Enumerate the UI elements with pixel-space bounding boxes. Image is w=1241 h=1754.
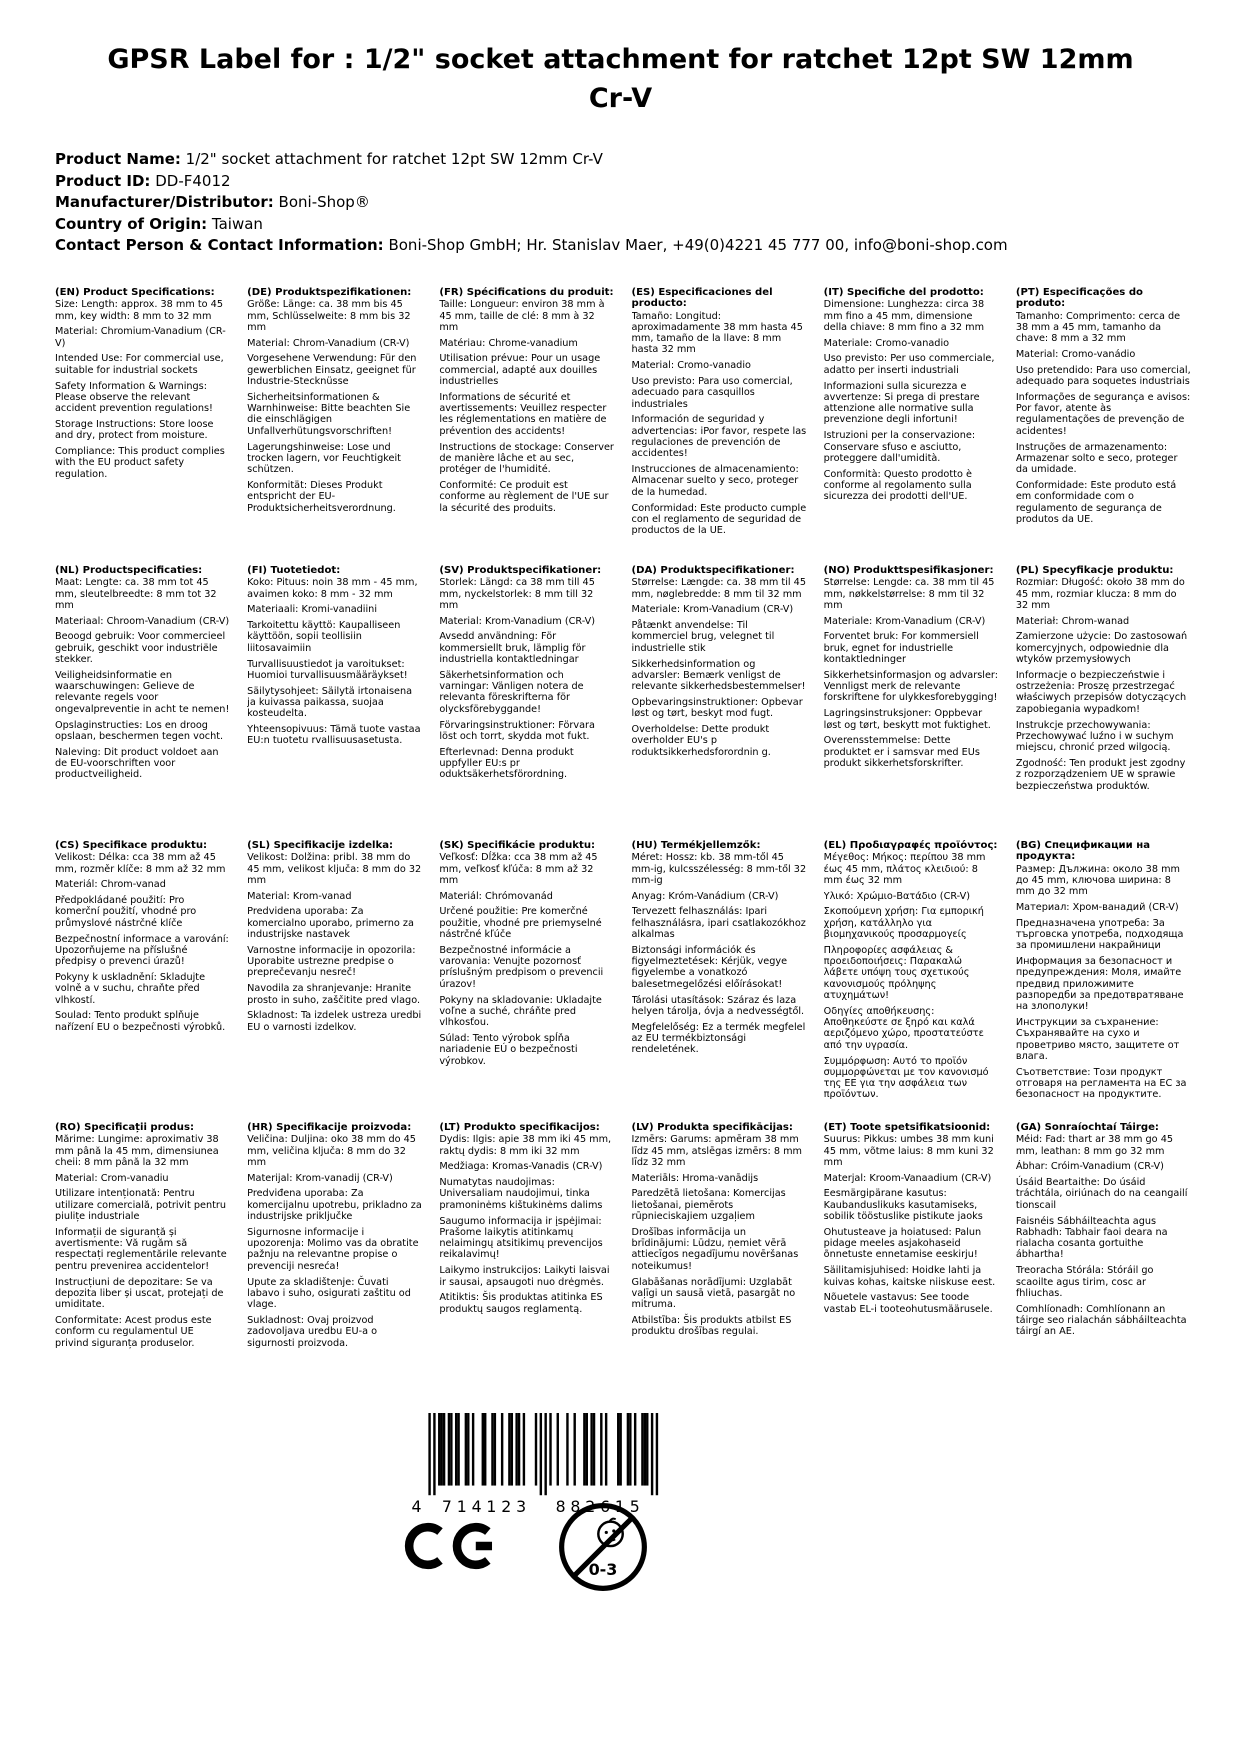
- spec-paragraph: Bezpečnostné informácie a varovania: Venujte pozornosť príslušným predpisom o prevencii úrazov!: [439, 944, 604, 990]
- spec-paragraph: Conformité: Ce produit est conforme au règlement de l'UE sur la sécurité des produits.: [439, 479, 609, 514]
- spec-paragraph: Atbilstība: Šis produkts atbilst ES produktu drošības regulai.: [631, 1314, 792, 1338]
- spec-paragraph: Atitiktis: Šis produktas atitinka ES produktų saugos reglamentą.: [439, 1292, 603, 1315]
- spec-paragraph: Eesmärgipärane kasutus: Kaubanduslikuks kasutamiseks, sobilik tööstuslike pistikute jaoks: [823, 1188, 983, 1223]
- spec-block-header: (RO) Specificații produs:: [55, 1122, 195, 1133]
- spec-paragraph: Uso pretendido: Para uso comercial, adequado para soquetes industriais: [1015, 364, 1191, 388]
- spec-block-header: (DE) Produktspezifikationen:: [247, 287, 412, 298]
- age-warning-text: 0-3: [588, 1560, 618, 1580]
- spec-paragraph: Méid: Fad: thart ar 38 mm go 45 mm, leathan: 8 mm go 32 mm: [1015, 1134, 1174, 1157]
- spec-paragraph: Informações de segurança e avisos: Por favor, atente às regulamentações de prevenção de acidentes!: [1015, 391, 1191, 437]
- spec-paragraph: Vorgesehene Verwendung: Für den gewerblichen Einsatz, geeignet für Industrie-Stecknüsse: [247, 353, 417, 388]
- spec-paragraph: Utilisation prévue: Pour un usage commercial, adapté aux douilles industrielles: [439, 353, 601, 388]
- spec-paragraph: Storlek: Längd: ca 38 mm till 45 mm, nyckelstorlek: 8 mm till 32 mm: [439, 577, 595, 611]
- spec-paragraph: Säilitamisjuhised: Hoidke lahti ja kuivas kohas, kaitske niiskuse eest.: [823, 1265, 996, 1288]
- product-info-row: [55, 192, 1186, 214]
- spec-paragraph: Intended Use: For commercial use, suitable for industrial sockets: [55, 353, 224, 376]
- spec-paragraph: Οδηγίες αποθήκευσης: Αποθηκεύστε σε ξηρό και καλά αεριζόμενο χώρο, προστατεύστε από την υγρασία.: [823, 1005, 984, 1051]
- spec-paragraph: Tervezett felhasználás: Ipari felhasználásra, ipari csatlakozókhoz alkalmas: [631, 906, 806, 941]
- spec-block-hr: [247, 1122, 422, 1392]
- spec-paragraph: Materiāls: Hroma-vanādijs: [631, 1172, 759, 1184]
- spec-block-de: [247, 287, 422, 565]
- product-info-label: Product Name:: [55, 150, 181, 168]
- barcode-digits-group2: 882615: [555, 1497, 645, 1517]
- spec-paragraph: Varnostne informacije in opozorila: Uporabite ustrezne predpise o preprečevanju nesreč!: [247, 944, 416, 979]
- spec-paragraph: Lagerungshinweise: Lose und trocken lagern, vor Feuchtigkeit schützen.: [247, 441, 401, 476]
- spec-paragraph: Safety Information & Warnings: Please observe the relevant accident prevention regulations!: [55, 380, 213, 415]
- product-info-row: [55, 149, 1186, 171]
- spec-block-et: [824, 1122, 999, 1392]
- spec-block-sl: [247, 840, 422, 1122]
- spec-paragraph: Zgodność: Ten produkt jest zgodny z rozporządzeniem UE w sprawie bezpieczeństwa produktów.: [1015, 757, 1186, 792]
- spec-paragraph: Инструкции за съхранение: Съхранявайте на сухо и проветриво място, защитете от влага.: [1015, 1017, 1180, 1063]
- spec-paragraph: Anyag: Króm-Vanádium (CR-V): [631, 890, 779, 902]
- spec-paragraph: Материал: Хром-ванадий (CR-V): [1015, 901, 1179, 913]
- spec-paragraph: Materiale: Krom-Vanadium (CR-V): [631, 604, 794, 616]
- spec-paragraph: Ábhar: Cróim-Vanadium (CR-V): [1015, 1161, 1164, 1173]
- spec-paragraph: Materjal: Kroom-Vanaadium (CR-V): [823, 1172, 992, 1184]
- spec-paragraph: Faisnéis Sábháilteachta agus Rabhadh: Tabhair faoi deara na rialacha cosanta gortuithe ábhartha!: [1015, 1215, 1168, 1261]
- spec-paragraph: Μέγεθος: Μήκος: περίπου 38 mm έως 45 mm, πλάτος κλειδιού: 8 mm έως 32 mm: [823, 852, 986, 886]
- spec-paragraph: Soulad: Tento produkt splňuje nařízení EU o bezpečnosti výrobků.: [55, 1010, 226, 1033]
- spec-paragraph: Información de seguridad y advertencias: iPor favor, respete las regulaciones de prevención de accidentes!: [631, 414, 807, 460]
- spec-block-fr: [439, 287, 614, 565]
- spec-paragraph: Naleving: Dit product voldoet aan de EU-voorschriften voor productveiligheid.: [55, 746, 219, 781]
- spec-block-header: (BG) Спецификации на продукта:: [1015, 840, 1151, 863]
- product-info: [55, 149, 1186, 257]
- spec-paragraph: Beoogd gebruik: Voor commercieel gebruik, geschikt voor industriële stekker.: [55, 631, 226, 666]
- spec-paragraph: Konformität: Dieses Produkt entspricht der EU-Produktsicherheitsverordnung.: [247, 479, 396, 514]
- spec-block-es: [632, 287, 807, 565]
- spec-block-header: (HU) Termékjellemzők:: [631, 840, 761, 851]
- spec-block-header: (ET) Toote spetsifikatsioonid:: [823, 1122, 991, 1133]
- spec-paragraph: Comhlíonadh: Comhlíonann an táirge seo rialachán sábháilteachta táirgí an AE.: [1015, 1303, 1187, 1338]
- spec-paragraph: Dydis: Ilgis: apie 38 mm iki 45 mm, raktų dydis: 8 mm iki 32 mm: [439, 1134, 612, 1157]
- spec-paragraph: Avsedd användning: För kommersiellt bruk, lämplig för industriella kontaktledningar: [439, 631, 586, 666]
- spec-paragraph: Drošības informācija un brīdinājumi: Lūdzu, ņemiet vērā attiecīgos negadījumu novēršanas noteikumus!: [631, 1226, 799, 1272]
- page-title: [0, 40, 1241, 118]
- product-info-row: [55, 235, 1186, 257]
- spec-paragraph: Biztonsági információk és figyelmeztetések: Kérjük, vegye figyelembe a vonatkozó balesetmegelőzési előírásokat!: [631, 944, 788, 990]
- age-warning: [556, 1500, 650, 1598]
- spec-paragraph: Taille: Longueur: environ 38 mm à 45 mm, taille de clé: 8 mm à 32 mm: [439, 299, 605, 333]
- spec-paragraph: Navodila za shranjevanje: Hranite prosto in suho, zaščitite pred vlago.: [247, 983, 421, 1006]
- spec-paragraph: Velikost: Dolžina: pribl. 38 mm do 45 mm, velikost ključa: 8 mm do 32 mm: [247, 852, 422, 886]
- spec-paragraph: Koko: Pituus: noin 38 mm - 45 mm, avaimen koko: 8 mm - 32 mm: [247, 577, 418, 600]
- spec-paragraph: Mărime: Lungime: aproximativ 38 mm până la 45 mm, dimensiunea cheii: 8 mm până la 32 mm: [55, 1134, 219, 1168]
- spec-block-header: (DA) Produktspecifikationer:: [631, 565, 795, 576]
- spec-paragraph: Opslaginstructies: Los en droog opslaan, beschermen tegen vocht.: [55, 719, 224, 742]
- spec-paragraph: Materiale: Cromo-vanadio: [823, 337, 950, 349]
- product-info-value: Taiwan: [211, 214, 263, 233]
- spec-paragraph: Uso previsto: Per uso commerciale, adatto per inserti industriali: [823, 353, 995, 376]
- spec-paragraph: Maat: Lengte: ca. 38 mm tot 45 mm, sleutelbreedte: 8 mm tot 32 mm: [55, 577, 217, 611]
- spec-paragraph: Predviđena uporaba: Za komercijalnu upotrebu, prikladno za industrijske priključke: [247, 1188, 422, 1223]
- spec-paragraph: Laikymo instrukcijos: Laikyti laisvai ir sausai, apsaugoti nuo drėgmės.: [439, 1265, 610, 1288]
- spec-paragraph: Forventet bruk: For kommersiell bruk, egnet for industrielle kontaktledninger: [823, 631, 979, 666]
- spec-paragraph: Efterlevnad: Denna produkt uppfyller EU:s pr oduktsäkerhetsförordning.: [439, 746, 574, 781]
- spec-paragraph: Sigurnosne informacije i upozorenja: Molimo vas da obratite pažnju na relevantne propise o prevenciji nesreća!: [247, 1226, 419, 1272]
- spec-block-header: (CS) Specifikace produktu:: [55, 840, 208, 851]
- spec-paragraph: Material: Cromo-vanadio: [631, 360, 751, 372]
- spec-paragraph: Predvidena uporaba: Za komercialno uporabo, primerno za industrijske nastavek: [247, 906, 414, 941]
- spec-paragraph: Bezpečnostní informace a varování: Upozorňujeme na příslušné předpisy o prevenci úrazů!: [55, 933, 229, 968]
- spec-block-no: [824, 565, 999, 840]
- spec-paragraph: Uso previsto: Para uso comercial, adecuado para casquillos industriales: [631, 376, 793, 410]
- product-info-label: Country of Origin:: [55, 214, 208, 233]
- spec-paragraph: Conformitate: Acest produs este conform cu regulamentul UE privind siguranța produselor.: [55, 1314, 212, 1349]
- spec-paragraph: Material: Krom-Vanadium (CR-V): [439, 615, 596, 627]
- spec-paragraph: Instrucciones de almacenamiento: Almacenar suelto y seco, proteger de la humedad.: [631, 464, 799, 498]
- spec-paragraph: Größe: Länge: ca. 38 mm bis 45 mm, Schlüsselweite: 8 mm bis 32 mm: [247, 299, 411, 333]
- age-warning-icon: [556, 1500, 650, 1594]
- spec-paragraph: Material: Cromo-vanádio: [1015, 348, 1136, 360]
- spec-paragraph: Tamanho: Comprimento: cerca de 38 mm a 45 mm, tamanho da chave: 8 mm a 32 mm: [1015, 310, 1181, 345]
- spec-paragraph: Materiaal: Chroom-Vanadium (CR-V): [55, 615, 230, 627]
- product-info-value: DD-F4012: [155, 171, 231, 190]
- product-info-label: Product ID:: [55, 171, 151, 190]
- spec-paragraph: Materiál: Chrom-vanad: [55, 879, 166, 891]
- spec-paragraph: Compliance: This product complies with the EU product safety regulation.: [55, 446, 225, 480]
- spec-paragraph: Méret: Hossz: kb. 38 mm-től 45 mm-ig, kulcsszélesség: 8 mm-től 32 mm-ig: [631, 852, 807, 886]
- spec-paragraph: Material: Krom-vanad: [247, 890, 352, 902]
- spec-paragraph: Instructions de stockage: Conserver de manière lâche et au sec, protéger de l'humidité.: [439, 441, 614, 476]
- spec-block-header: (FI) Tuotetiedot:: [247, 565, 341, 576]
- spec-paragraph: Treoracha Stórála: Stóráil go scaoilte agus tirim, cosc ar fhliuchas.: [1015, 1265, 1154, 1299]
- spec-block-header: (PL) Specyfikacje produktu:: [1015, 565, 1174, 576]
- spec-block-lv: [632, 1122, 807, 1392]
- spec-paragraph: Informacje o bezpieczeństwie i ostrzeżenia: Proszę przestrzegać właściwych przepisów dotyczących zapobiegania wypadkom!: [1015, 669, 1187, 715]
- spec-paragraph: Conformidade: Este produto está em conformidade com o regulamento de segurança de produtos da UE.: [1015, 479, 1177, 525]
- spec-paragraph: Saugumo informacija ir įspėjimai: Prašome laikytis atitinkamų nelaimingų atsitikimų prevencijos reikalavimų!: [439, 1215, 603, 1261]
- spec-block-header: (NL) Productspecificaties:: [55, 565, 203, 576]
- spec-paragraph: Suurus: Pikkus: umbes 38 mm kuni 45 mm, võtme laius: 8 mm kuni 32 mm: [823, 1134, 994, 1168]
- spec-paragraph: Matériau: Chrome-vanadium: [439, 337, 578, 349]
- spec-block-header: (FR) Spécifications du produit:: [439, 287, 614, 298]
- product-info-row: [55, 171, 1186, 193]
- spec-paragraph: Úsáid Beartaithe: Do úsáid tráchtála, oiriúnach do na ceangailí tionscail: [1015, 1177, 1188, 1211]
- spec-paragraph: Upute za skladištenje: Čuvati labavo i suho, osigurati zaštitu od vlage.: [247, 1276, 411, 1311]
- spec-block-header: (LT) Produkto specifikacijos:: [439, 1122, 600, 1133]
- spec-paragraph: Størrelse: Lengde: ca. 38 mm til 45 mm, nøkkelstørrelse: 8 mm til 32 mm: [823, 577, 995, 611]
- product-info-label: Manufacturer/Distributor:: [55, 193, 274, 211]
- spec-paragraph: Medžiaga: Kromas-Vanadis (CR-V): [439, 1161, 603, 1173]
- spec-paragraph: Instrucțiuni de depozitare: Se va depozita liber și uscat, protejați de umiditate.: [55, 1276, 224, 1311]
- ce-mark-icon: [404, 1516, 498, 1576]
- spec-paragraph: Tamaño: Longitud: aproximadamente 38 mm hasta 45 mm, tamaño de la llave: 8 mm hasta 32 mm: [631, 310, 803, 356]
- spec-paragraph: Material: Chrom-Vanadium (CR-V): [247, 337, 410, 349]
- spec-paragraph: Size: Length: approx. 38 mm to 45 mm, key width: 8 mm to 32 mm: [55, 299, 224, 322]
- spec-block-bg: [1016, 840, 1191, 1122]
- spec-paragraph: Säkerhetsinformation och varningar: Vänligen notera de relevanta föreskrifterna för olycksförebyggande!: [439, 669, 584, 715]
- spec-paragraph: Storage Instructions: Store loose and dry, protect from moisture.: [55, 418, 214, 442]
- spec-paragraph: Paredzētā lietošana: Komercijas lietošanai, piemērots rūpnieciskajiem uzgaļiem: [631, 1188, 786, 1223]
- spec-paragraph: Pokyny k uskladnění: Skladujte volně a v suchu, chraňte před vlhkostí.: [55, 971, 206, 1006]
- spec-paragraph: Materiale: Krom-Vanadium (CR-V): [823, 615, 986, 627]
- spec-paragraph: Sikkerhetsinformasjon og advarsler: Vennligst merk de relevante forskriftene for ulykkesforebygging!: [823, 669, 998, 704]
- spec-paragraph: Velikost: Délka: cca 38 mm až 45 mm, rozměr klíče: 8 mm až 32 mm: [55, 852, 226, 875]
- spec-paragraph: Materijal: Krom-vanadij (CR-V): [247, 1172, 393, 1184]
- spec-paragraph: Tárolási utasítások: Száraz és laza helyen tárolja, óvja a nedvességtől.: [631, 994, 805, 1017]
- product-info-row: [55, 214, 1186, 236]
- spec-paragraph: Materiał: Chrom-wanad: [1015, 615, 1130, 627]
- barcode-digits-group1: 714123: [441, 1497, 531, 1517]
- spec-paragraph: Tarkoitettu käyttö: Kaupalliseen käyttöön, sopii teollisiin liitosavaimiin: [247, 620, 401, 654]
- spec-block-fi: [247, 565, 422, 840]
- spec-block-it: [824, 287, 999, 565]
- spec-paragraph: Glabāšanas norādījumi: Uzglabāt vaļīgi un sausā vietā, pasargāt no mitruma.: [631, 1276, 796, 1311]
- spec-block-sk: [439, 840, 614, 1122]
- page-title-line1: GPSR Label for : 1/2" socket attachment for ratchet 12pt SW 12mm: [107, 44, 1134, 75]
- product-info-value: Boni-Shop GmbH; Hr. Stanislav Maer, +49(0)4221 45 777 00, info@boni-shop.com: [388, 236, 1008, 254]
- spec-paragraph: Utilizare intenționată: Pentru utilizare comercială, potrivit pentru piulițe industriale: [55, 1188, 227, 1223]
- spec-block-cs: [55, 840, 230, 1122]
- spec-paragraph: Veličina: Duljina: oko 38 mm do 45 mm, veličina ključa: 8 mm do 32 mm: [247, 1134, 416, 1168]
- spec-block-header: (SL) Specifikacije izdelka:: [247, 840, 394, 851]
- spec-paragraph: Overholdelse: Dette produkt overholder EU's p roduktsikkerhedsforordnin g.: [631, 724, 771, 758]
- spec-block-header: (GA) Sonraíochtaí Táirge:: [1015, 1122, 1159, 1133]
- spec-paragraph: Информация за безопасност и предупреждения: Моля, имайте предвид приложимите разпоредби за предотвратяване на злополуки!: [1015, 956, 1184, 1013]
- spec-paragraph: Sicherheitsinformationen & Warnhinweise: Bitte beachten Sie die einschlägigen Unfallverhütungsvorschriften!: [247, 391, 411, 437]
- page-title-line2: Cr-V: [588, 83, 653, 115]
- spec-paragraph: Megfelelőség: Ez a termék megfelel az EU termékbiztonsági rendeletének.: [631, 1021, 806, 1056]
- product-info-label: Contact Person & Contact Information:: [55, 236, 384, 254]
- spec-paragraph: Υλικό: Χρώμιο-Βατάδιο (CR-V): [823, 890, 971, 902]
- spec-block-header: (SV) Produktspecifikationer:: [439, 565, 602, 576]
- spec-paragraph: Materiál: Chrómovanád: [439, 890, 553, 902]
- spec-paragraph: Σκοπούμενη χρήση: Για εμπορική χρήση, κατάλληλο για βιομηχανικούς προσαρμογείς: [823, 906, 984, 941]
- product-info-value: Boni-Shop®: [278, 193, 370, 211]
- spec-block-header: (EL) Προδιαγραφές προϊόντος:: [823, 840, 998, 851]
- spec-paragraph: Určené použitie: Pre komerčné použitie, vhodné pre priemyselné nástrčné kľúče: [439, 906, 602, 941]
- spec-paragraph: Sukladnost: Ovaj proizvod zadovoljava uredbu EU-a o sigurnosti proizvoda.: [247, 1314, 378, 1349]
- spec-paragraph: Zamierzone użycie: Do zastosowań komercyjnych, odpowiednie dla wtyków przemysłowych: [1015, 631, 1188, 666]
- spec-paragraph: Informații de siguranță și avertismente: Vă rugăm să respectați reglementările relevante pentru prevenirea accidentelor!: [55, 1226, 227, 1272]
- spec-paragraph: Størrelse: Længde: ca. 38 mm til 45 mm, nøglebredde: 8 mm til 32 mm: [631, 577, 806, 600]
- spec-paragraph: Informations de sécurité et avertissements: Veuillez respecter les réglementations en matière de prévention des accidents!: [439, 391, 607, 437]
- spec-block-pt: [1016, 287, 1191, 565]
- spec-paragraph: Istruzioni per la conservazione: Conservare sfuso e asciutto, proteggere dall'umidità.: [823, 430, 976, 464]
- spec-block-header: (ES) Especificaciones del producto:: [631, 287, 773, 310]
- spec-paragraph: Nõuetele vastavus: See toode vastab EL-i tooteohutusmäärusele.: [823, 1292, 993, 1315]
- spec-block-da: [632, 565, 807, 840]
- barcode-digit-left: 4: [411, 1497, 427, 1517]
- spec-paragraph: Säilytysohjeet: Säilytä irtonaisena ja kuivassa paikassa, suojaa kosteudelta.: [247, 685, 413, 720]
- spec-paragraph: Yhteensopivuus: Tämä tuote vastaa EU:n tuotetu rvallisuusasetusta.: [247, 724, 421, 747]
- spec-paragraph: Conformidad: Este producto cumple con el reglamento de seguridad de productos de la UE.: [631, 502, 807, 537]
- ce-mark: [404, 1516, 498, 1580]
- spec-block-ro: [55, 1122, 230, 1392]
- spec-paragraph: Instruções de armazenamento: Armazenar solto e seco, proteger da umidade.: [1015, 441, 1178, 476]
- spec-block-ga: [1016, 1122, 1191, 1392]
- spec-paragraph: Material: Chromium-Vanadium (CR-V): [55, 326, 226, 349]
- spec-block-pl: [1016, 565, 1191, 840]
- spec-paragraph: Opbevaringsinstruktioner: Opbevar løst og tørt, beskyt mod fugt.: [631, 696, 803, 720]
- spec-paragraph: Conformità: Questo prodotto è conforme al regolamento sulla sicurezza dei prodotti dell'UE.: [823, 468, 972, 503]
- spec-paragraph: Συμμόρφωση: Αυτό το προϊόν συμμορφώνεται με τον κανονισμό της ΕΕ για την ασφάλεια των προϊόντων.: [823, 1055, 989, 1101]
- spec-paragraph: Turvallisuustiedot ja varoitukset: Huomioi turvallisuusmääräykset!: [247, 658, 408, 681]
- spec-paragraph: Veľkosť: Dĺžka: cca 38 mm až 45 mm, veľkosť kľúča: 8 mm až 32 mm: [439, 852, 598, 886]
- spec-paragraph: Förvaringsinstruktioner: Förvara löst och torrt, skydda mot fukt.: [439, 719, 595, 742]
- spec-paragraph: Съответствие: Този продукт отговаря на регламента на ЕС за безопасност на продуктите.: [1015, 1066, 1187, 1101]
- spec-paragraph: Instrukcje przechowywania: Przechowywać luźno i w suchym miejscu, chronić przed wilgocią.: [1015, 719, 1174, 754]
- spec-block-header: (LV) Produkta specifikācijas:: [631, 1122, 793, 1133]
- spec-block-header: (NO) Produkttspesifikasjoner:: [823, 565, 994, 576]
- spec-paragraph: Sikkerhedsinformation og advarsler: Bemærk venligst de relevante sikkerhedsbestemmelser!: [631, 658, 806, 693]
- spec-paragraph: Overensstemmelse: Dette produktet er i samsvar med EUs produkt sikkerhetsforskrifter.: [823, 735, 980, 769]
- spec-paragraph: Předpokládané použití: Pro komerční použití, vhodné pro průmyslové nástrčné klíče: [55, 895, 197, 929]
- spec-block-nl: [55, 565, 230, 840]
- spec-block-header: (EN) Product Specifications:: [55, 287, 215, 298]
- spec-paragraph: Skladnost: Ta izdelek ustreza uredbi EU o varnosti izdelkov.: [247, 1010, 422, 1033]
- spec-paragraph: Lagringsinstruksjoner: Oppbevar løst og tørt, beskytt mot fuktighet.: [823, 708, 991, 731]
- spec-block-header: (IT) Specifiche del prodotto:: [823, 287, 984, 298]
- spec-block-header: (SK) Špecifikácie produktu:: [439, 840, 596, 851]
- spec-block-en: [55, 287, 230, 565]
- spec-paragraph: Material: Crom-vanadiu: [55, 1172, 169, 1184]
- spec-paragraph: Veiligheidsinformatie en waarschuwingen: Gelieve de relevante regels voor ongevalpreventie in acht te nemen!: [55, 669, 230, 715]
- spec-paragraph: Πληροφορίες ασφάλειας & προειδοποιήσεις: Παρακαλώ λάβετε υπόψη τους σχετικούς κανονισμούς πρόληψης ατυχημάτων!: [823, 944, 970, 1002]
- spec-paragraph: Rozmiar: Długość: około 38 mm do 45 mm, rozmiar klucza: 8 mm do 32 mm: [1015, 577, 1185, 611]
- spec-block-el: [824, 840, 999, 1122]
- spec-block-hu: [632, 840, 807, 1122]
- spec-paragraph: Размер: Дължина: около 38 mm до 45 mm, ключова ширина: 8 mm до 32 mm: [1015, 863, 1180, 898]
- spec-block-header: (PT) Especificações do produto:: [1015, 287, 1143, 310]
- spec-block-header: (HR) Specifikacije proizvoda:: [247, 1122, 412, 1133]
- spec-block-lt: [439, 1122, 614, 1392]
- spec-paragraph: Súlad: Tento výrobok spĺňa nariadenie EÚ o bezpečnosti výrobkov.: [439, 1032, 578, 1067]
- product-info-value: 1/2" socket attachment for ratchet 12pt SW 12mm Cr-V: [185, 150, 603, 168]
- spec-paragraph: Materiaali: Kromi-vanadiini: [247, 604, 378, 616]
- spec-paragraph: Izmērs: Garums: apmēram 38 mm līdz 45 mm, atslēgas izmērs: 8 mm līdz 32 mm: [631, 1134, 802, 1168]
- spec-paragraph: Ohutusteave ja hoiatused: Palun pidage meeles asjakohaseid õnnetuste ennetamise eeskirju!: [823, 1226, 982, 1261]
- specs-grid: [55, 287, 1191, 1392]
- spec-paragraph: Dimensione: Lunghezza: circa 38 mm fino a 45 mm, dimensione della chiave: 8 mm fino a 32 mm: [823, 299, 985, 333]
- spec-paragraph: Numatytas naudojimas: Universaliam naudojimui, tinka pramoninėms kištukinėms dalims: [439, 1177, 603, 1211]
- spec-paragraph: Pokyny na skladovanie: Ukladajte voľne a suché, chráňte pred vlhkosťou.: [439, 994, 602, 1029]
- spec-paragraph: Informazioni sulla sicurezza e avvertenze: Si prega di prestare attenzione alle normative sulla prevenzione degli infortuni!: [823, 380, 980, 426]
- spec-paragraph: Påtænkt anvendelse: Til kommerciel brug, velegnet til industrielle stik: [631, 620, 775, 654]
- spec-paragraph: Предназначена употреба: За търговска употреба, подходяща за промишлени накрайници: [1015, 917, 1184, 952]
- spec-block-sv: [439, 565, 614, 840]
